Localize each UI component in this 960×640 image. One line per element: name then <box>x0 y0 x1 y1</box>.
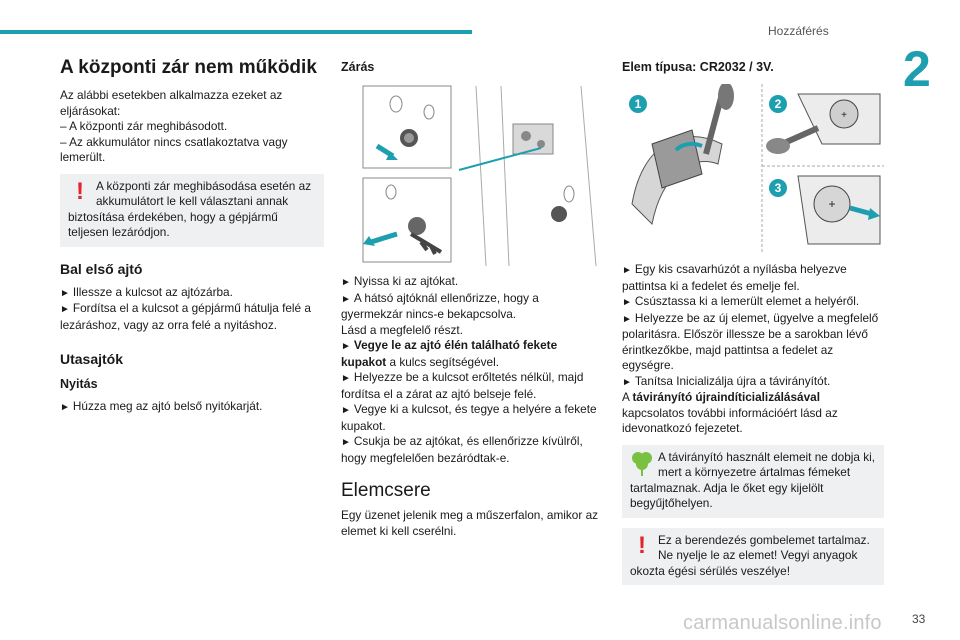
locking-step: ► A hátsó ajtóknál ellenőrizze, hogy a gyermekzár nincs-e bekapcsolva. <box>341 290 539 321</box>
step-marker-icon: ► <box>622 265 632 276</box>
battery-type: Elem típusa: CR2032 / 3V. <box>622 60 774 74</box>
step-marker-icon: ► <box>341 293 351 305</box>
warning-note-text: A központi zár meghibásodása esetén az akkumulátort le kell választani annak biztosítása érdekében, hogy a gépjármű teljesen lezáródjon. <box>68 178 312 239</box>
locking-step: ► Vegye ki a kulcsot, és tegye a helyére a fekete kupakot. <box>341 402 597 433</box>
page-heading-central-lock: A központi zár nem működik <box>60 57 317 78</box>
step-marker-icon: ► <box>622 297 632 308</box>
battery-step: ► Csúsztassa ki a lemerült elemet a helyéről. <box>622 294 860 308</box>
section-title: Hozzáférés <box>768 24 829 38</box>
warning-note <box>60 174 324 247</box>
battery-step: ► Helyezze be az új elemet, ügyelve a megfelelő polaritásra. Először illessze be a sarokban lévő érintkezőkbe, majd pattintsa a fedelet az egységre. <box>622 310 879 372</box>
svg-text:+: + <box>841 110 847 121</box>
header-accent-bar <box>0 30 472 34</box>
opening-step: ► Húzza meg az ajtó belső nyitókarját. <box>60 399 263 413</box>
locking-heading: Zárás <box>341 60 375 74</box>
leaf-icon <box>630 450 654 480</box>
svg-text:+: + <box>828 197 836 211</box>
remote-reinit-text: A távirányító újraindíticializálásával kapcsolatos további információért lásd az idevonatkozó fejezetet. <box>622 390 838 435</box>
button-battery-warning <box>622 528 884 586</box>
button-battery-warning-text: Ez a berendezés gombelemet tartalmaz. Ne nyelje le az elemet! Vegyi anyagok okozta égési sérülés veszélye! <box>630 532 870 578</box>
passenger-doors-heading: Utasajtók <box>60 351 124 367</box>
intro-text: Az alábbi esetekben alkalmazza ezeket az eljárásokat: <box>60 88 283 118</box>
locking-step: ► Vegye le az ajtó élén található fekete kupakot a kulcs segítségével. <box>341 338 558 369</box>
front-door-heading: Bal első ajtó <box>60 260 143 277</box>
remote-battery-figure <box>622 84 884 254</box>
column-locking <box>341 56 599 539</box>
door-lock-illustration <box>341 84 599 266</box>
remote-battery-illustration <box>622 84 884 254</box>
step-marker-icon: ► <box>622 376 632 388</box>
step-marker-icon: ► <box>622 313 632 325</box>
step-marker-icon: ► <box>341 373 351 384</box>
step-marker-icon: ► <box>341 405 351 416</box>
warning-icon: ! <box>76 177 84 205</box>
step-marker-icon: ► <box>60 287 70 299</box>
column-battery <box>622 56 884 595</box>
step-marker-icon: ► <box>341 277 351 288</box>
step-marker-icon: ► <box>341 341 351 352</box>
step-marker-icon: ► <box>60 402 70 413</box>
battery-text: Egy üzenet jelenik meg a műszerfalon, amikor az elemet ki kell cserélni. <box>341 508 599 538</box>
warning-icon: ! <box>638 531 646 559</box>
locking-step: ► Helyezze be a kulcsot erőltetés nélkül, majd fordítsa el a zárat az ajtó belseje felé. <box>341 370 584 401</box>
front-door-step: ► Illessze a kulcsot az ajtózárba. <box>60 284 233 299</box>
battery-heading: Elemcsere <box>341 480 431 501</box>
door-lock-figure <box>341 84 599 266</box>
chapter-number: 2 <box>903 41 931 97</box>
page-number: 33 <box>912 612 926 626</box>
locking-step: ► Nyissa ki az ajtókat. <box>341 274 459 288</box>
watermark-text: carmanualsonline.info <box>683 612 882 634</box>
door-edge-cap-icon <box>551 206 567 222</box>
front-door-step: ► Fordítsa el a kulcsot a gépjármű hátulja felé a lezáráshoz, vagy az orra felé a nyitáshoz. <box>60 301 311 332</box>
step-marker-icon: ► <box>341 437 351 448</box>
see-section-text: Lásd a megfelelő részt. <box>341 322 463 337</box>
column-central-lock <box>60 56 324 416</box>
key-lock-icon <box>408 217 426 235</box>
step-badge-3: 3 <box>774 181 782 195</box>
eco-note <box>622 445 884 518</box>
eco-note-text: A távirányító használt elemeit ne dobja ki, mert a környezetre ártalmas fémeket tartalmaznak. Adja le őket egy kijelölt begyűjtőhelyen. <box>630 449 876 510</box>
battery-step: ► Egy kis csavarhúzót a nyílásba helyezve pattintsa ki a fedelet és emelje fel. <box>622 262 847 293</box>
opening-heading: Nyitás <box>60 377 98 391</box>
locking-step: ► Csukja be az ajtókat, és ellenőrizze kívülről, hogy megfelelően bezáródtak-e. <box>341 434 583 465</box>
battery-step: ► Tanítsa Inicializálja újra a távirányítót. <box>622 373 831 388</box>
step-badge-1: 1 <box>634 97 642 111</box>
step-marker-icon: ► <box>60 304 70 315</box>
case-item: – A központi zár meghibásodott. <box>60 119 228 133</box>
case-item: – Az akkumulátor nincs csatlakoztatva vagy lemerült. <box>60 134 288 164</box>
step-badge-2: 2 <box>774 97 782 111</box>
